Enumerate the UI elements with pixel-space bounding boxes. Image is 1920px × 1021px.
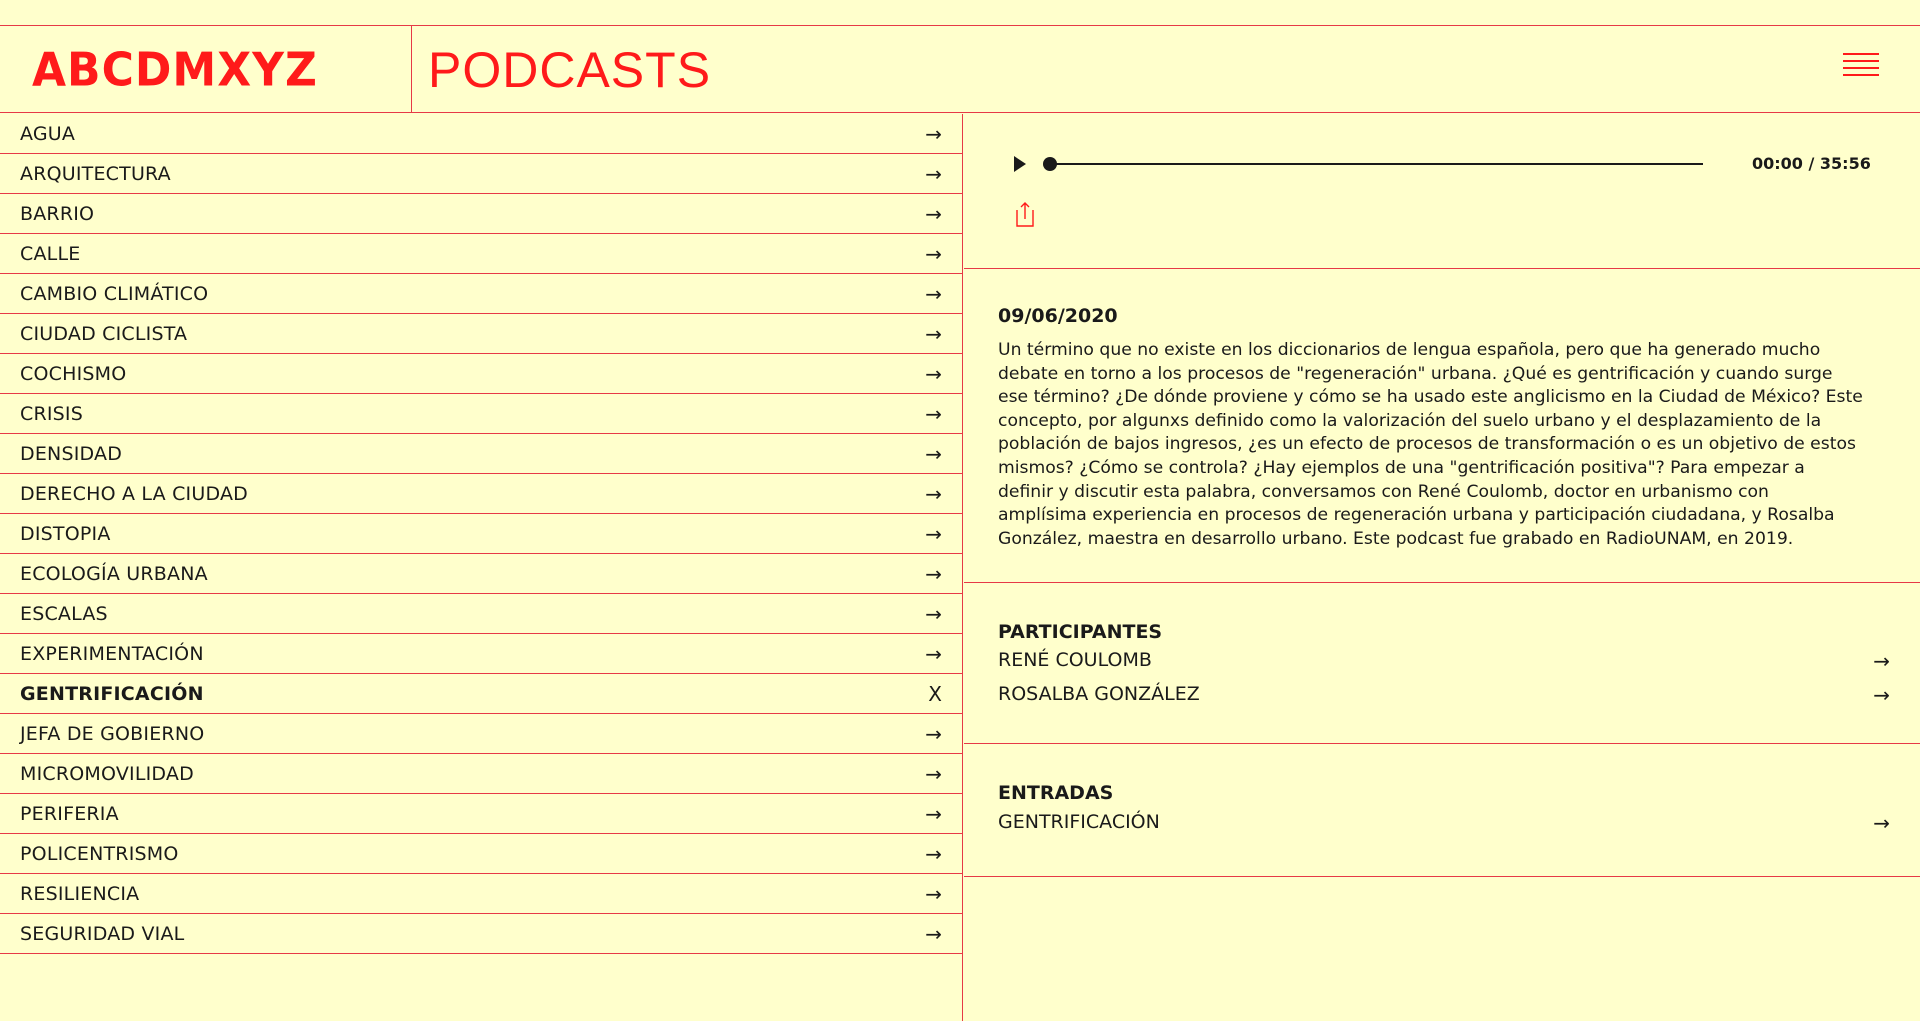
progress-handle[interactable] xyxy=(1043,157,1057,171)
arrow-right-icon: → xyxy=(925,842,942,866)
topic-label: AGUA xyxy=(20,123,76,145)
topic-label: CIUDAD CICLISTA xyxy=(20,323,188,345)
topic-label: JEFA DE GOBIERNO xyxy=(20,723,205,745)
participants-section xyxy=(964,584,1920,744)
topic-label: POLICENTRISMO xyxy=(20,843,179,865)
topic-label: DENSIDAD xyxy=(20,443,123,465)
topic-label: ESCALAS xyxy=(20,603,108,625)
hamburger-menu-icon[interactable] xyxy=(1843,53,1879,83)
site-logo[interactable]: ABCDMXYZ xyxy=(32,43,318,98)
entry-name: GENTRIFICACIÓN xyxy=(998,811,1160,833)
participant-link[interactable] xyxy=(998,683,1890,713)
topic-label: CALLE xyxy=(20,243,81,265)
arrow-right-icon: → xyxy=(925,122,942,146)
topic-item[interactable] xyxy=(0,674,962,714)
arrow-right-icon: → xyxy=(925,402,942,426)
topic-item[interactable] xyxy=(0,914,962,954)
arrow-right-icon: → xyxy=(925,162,942,186)
topic-item[interactable] xyxy=(0,474,962,514)
topic-label: SEGURIDAD VIAL xyxy=(20,923,185,945)
topic-item[interactable] xyxy=(0,274,962,314)
entries-section xyxy=(964,745,1920,877)
arrow-right-icon: → xyxy=(925,602,942,626)
topic-item[interactable] xyxy=(0,114,962,154)
participant-link[interactable] xyxy=(998,649,1890,679)
arrow-right-icon: → xyxy=(925,722,942,746)
topic-item[interactable] xyxy=(0,594,962,634)
topic-item[interactable] xyxy=(0,314,962,354)
episode-text: Un término que no existe en los diccionarios de lengua española, pero que ha generado mucho debate en torno a los procesos de "regeneración" urbana. ¿Qué es gentrificación y cuando surge ese término? ¿De dónde proviene y cómo se ha usado este anglicismo en la Ciudad de México? Este concepto, por algunxs definido como la valorización del suelo urbano y el desplazamiento de la población de bajos ingresos, ¿es un efecto de procesos de transformación o es un objetivo de estos mismos? ¿Cómo se controla? ¿Hay ejemplos de una "gentrificación positiva"? Para empezar a definir y discutir esta palabra, conversamos con René Coulomb, doctor en urbanismo con amplísima experiencia en procesos de regeneración urbana y participación ciudadana, y Rosalba González, maestra en desarrollo urbano. Este podcast fue grabado en RadioUNAM, en 2019. xyxy=(998,340,1863,549)
arrow-right-icon: → xyxy=(1873,683,1890,707)
topic-label: PERIFERIA xyxy=(20,803,119,825)
logo-cell xyxy=(0,25,412,113)
participants-title: PARTICIPANTES xyxy=(998,621,1163,643)
progress-track[interactable] xyxy=(1049,163,1703,165)
podcast-detail xyxy=(964,114,1920,1021)
top-band xyxy=(0,0,1920,26)
arrow-right-icon: → xyxy=(1873,649,1890,673)
share-icon[interactable] xyxy=(1012,202,1038,228)
topic-item[interactable] xyxy=(0,754,962,794)
topic-item[interactable] xyxy=(0,874,962,914)
arrow-right-icon: → xyxy=(925,202,942,226)
arrow-right-icon: → xyxy=(925,642,942,666)
topic-item[interactable] xyxy=(0,354,962,394)
topic-label: CAMBIO CLIMÁTICO xyxy=(20,283,209,305)
topic-label: DERECHO A LA CIUDAD xyxy=(20,483,248,505)
arrow-right-icon: → xyxy=(925,922,942,946)
episode-description xyxy=(964,269,1920,583)
arrow-right-icon: → xyxy=(925,322,942,346)
topic-item[interactable] xyxy=(0,794,962,834)
arrow-right-icon: → xyxy=(925,522,942,546)
topic-label: BARRIO xyxy=(20,203,95,225)
topic-item[interactable] xyxy=(0,834,962,874)
arrow-right-icon: → xyxy=(925,362,942,386)
arrow-right-icon: → xyxy=(925,442,942,466)
episode-date: 09/06/2020 xyxy=(998,305,1118,327)
arrow-right-icon: → xyxy=(925,762,942,786)
topic-item[interactable] xyxy=(0,714,962,754)
topic-item[interactable] xyxy=(0,154,962,194)
arrow-right-icon: → xyxy=(925,282,942,306)
arrow-right-icon: → xyxy=(925,562,942,586)
topic-label: ECOLOGÍA URBANA xyxy=(20,563,208,585)
topic-item[interactable] xyxy=(0,554,962,594)
topic-label: COCHISMO xyxy=(20,363,127,385)
close-icon[interactable]: X xyxy=(928,682,942,706)
topic-item[interactable] xyxy=(0,394,962,434)
topic-item[interactable] xyxy=(0,634,962,674)
topic-label: EXPERIMENTACIÓN xyxy=(20,643,204,665)
arrow-right-icon: → xyxy=(925,802,942,826)
topic-label: CRISIS xyxy=(20,403,83,425)
topic-item[interactable] xyxy=(0,434,962,474)
time-readout: 00:00 / 35:56 xyxy=(1752,154,1871,173)
topic-item[interactable] xyxy=(0,234,962,274)
topic-item[interactable] xyxy=(0,514,962,554)
play-icon[interactable] xyxy=(1014,156,1026,172)
topic-item[interactable] xyxy=(0,194,962,234)
page-title: PODCASTS xyxy=(428,42,712,98)
audio-player xyxy=(964,114,1920,269)
participant-name: ROSALBA GONZÁLEZ xyxy=(998,683,1200,705)
topic-list xyxy=(0,114,963,1021)
arrow-right-icon: → xyxy=(925,882,942,906)
topic-label: DISTOPIA xyxy=(20,523,111,545)
topic-label: GENTRIFICACIÓN xyxy=(20,683,204,705)
arrow-right-icon: → xyxy=(925,482,942,506)
entry-link[interactable] xyxy=(998,811,1890,841)
entries-title: ENTRADAS xyxy=(998,782,1114,804)
arrow-right-icon: → xyxy=(925,242,942,266)
participant-name: RENÉ COULOMB xyxy=(998,649,1152,671)
topic-label: MICROMOVILIDAD xyxy=(20,763,194,785)
site-header xyxy=(0,25,1920,113)
topic-label: RESILIENCIA xyxy=(20,883,140,905)
topic-label: ARQUITECTURA xyxy=(20,163,171,185)
arrow-right-icon: → xyxy=(1873,811,1890,835)
